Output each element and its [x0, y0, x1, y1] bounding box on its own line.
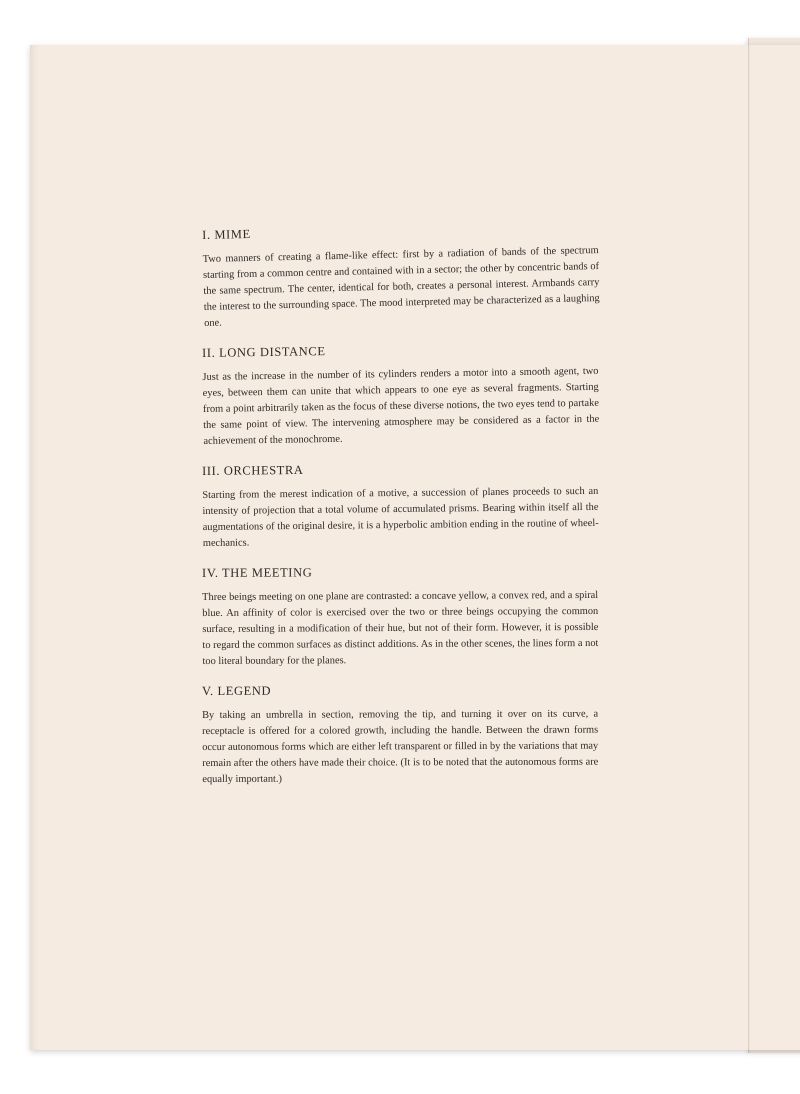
section-text: By taking an umbrella in section, removing the tip, and turning it over on its curve, a receptacle is offered for a colored growth, including the handle. Between the drawn forms occur autonomous forms which are either left transparent or filled in by the variations that may remain after the others have made their choice. (It is to be noted that the autonomous forms are equally important.): [202, 708, 599, 785]
section-mime: [202, 219, 600, 332]
section-heading: II. LONG DISTANCE: [202, 344, 326, 360]
section-orchestra: [202, 460, 599, 552]
page-fold-shadow: [748, 45, 750, 1050]
section-long-distance: [202, 340, 600, 450]
section-heading: III. ORCHESTRA: [202, 462, 304, 478]
section-heading: V. LEGEND: [202, 683, 272, 698]
document-content: [202, 228, 598, 802]
section-the-meeting: [202, 564, 599, 670]
section-text: Two manners of creating a flame-like effect: first by a radiation of bands of the spectrum starting from a common centre and contained with in a sector; the other by concentric bands of the same spectrum. The center, identical for both, creates a personal interest. Armbands carry the interest to the surrounding space. The mood interpreted may be characterized as a laughing one.: [202, 245, 600, 329]
section-text: Just as the increase in the number of its cylinders renders a motor into a smooth agent, two eyes, between them can unite that which appears to one eye as several fragments. Starting from a point arbitrarily taken as the focus of these diverse notions, the two eyes tend to partake the same point of view. The intervening atmosphere may be considered as a factor in the achievement of the monochrome.: [202, 365, 600, 447]
section-heading: IV. THE MEETING: [202, 565, 313, 580]
section-heading: I. MIME: [202, 226, 251, 242]
section-legend: [202, 683, 598, 788]
section-text: Three beings meeting on one plane are contrasted: a concave yellow, a convex red, and a spiral blue. An affinity of color is exercised over the two or three beings occupying the common surface, resulting in a modification of their hue, but not of their form. However, it is possible to regard the common surfaces as distinct additions. As in the other scenes, the lines form a not too literal boundary for the planes.: [202, 589, 599, 667]
section-text: Starting from the merest indication of a motive, a succession of planes proceeds to such an intensity of projection that a total volume of accumulated prisms. Bearing within itself all the augmentations of the original desire, it is a hyperbolic ambition ending in the routine of wheel-mechanics.: [202, 485, 599, 549]
